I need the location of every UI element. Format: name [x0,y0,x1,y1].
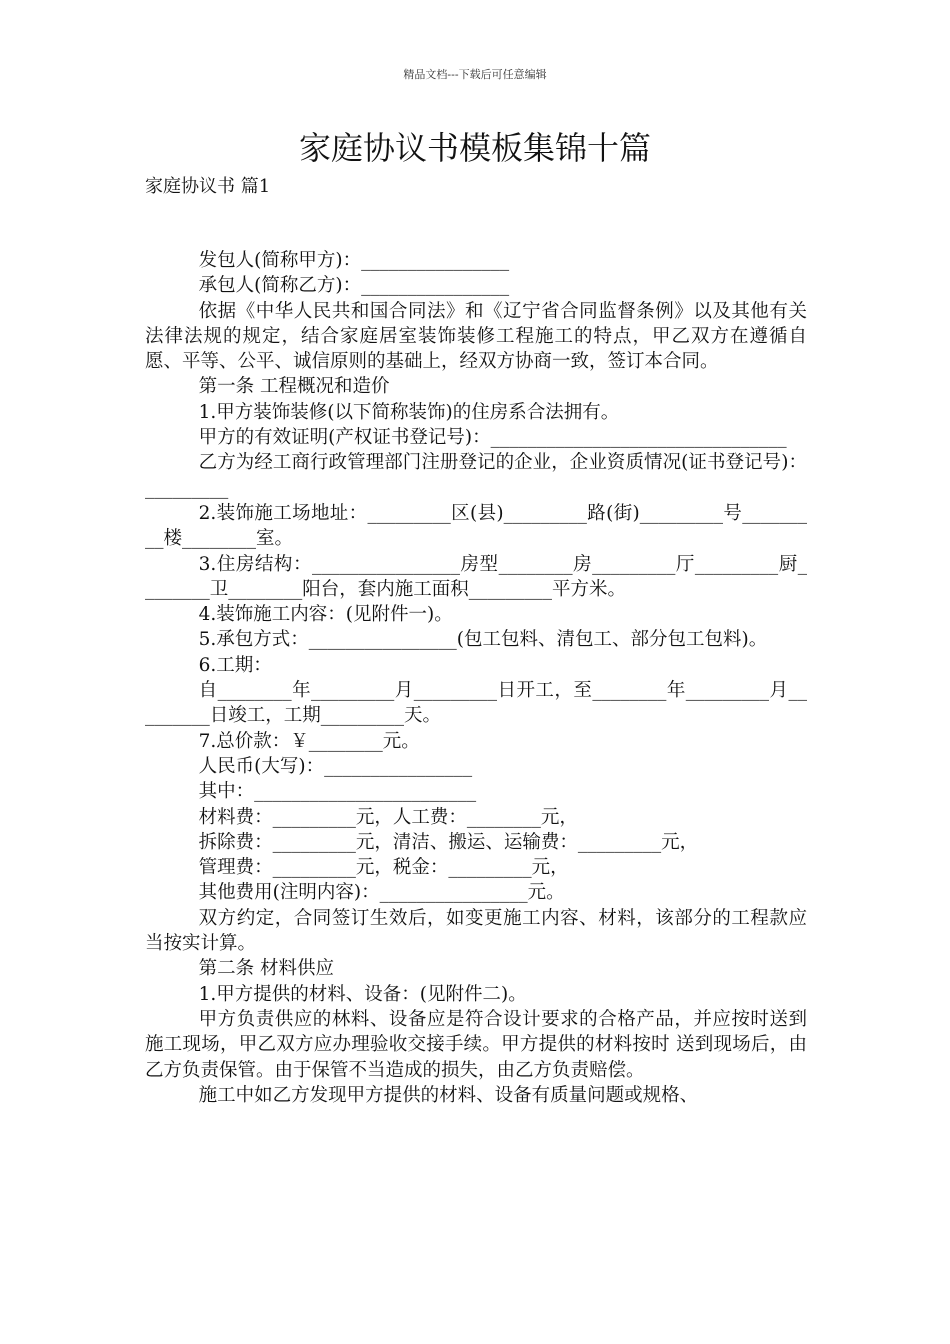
document-title: 家庭协议书模板集锦十篇 [298,129,651,167]
section-subtitle: 家庭协议书 篇1 [145,176,271,197]
paragraph: 其中：________________________ [198,781,477,803]
paragraph: 6.工期： [198,654,272,676]
paragraph: 依据《中华人民共和国合同法》和《辽宁省合同监督条例》以及其他有关法律法规的规定，结合家庭居室装饰装修工程施工的特点，甲乙双方在遵循自愿、平等、公平、诚信原则的基础上，经双方协商一致，签订本合同。 [145,300,807,373]
paragraph: 7.总价款：￥________元。 [198,730,420,752]
paragraph: 其他费用(注明内容)：________________元。 [198,882,565,904]
paragraph: 拆除费：_________元，清洁、搬运、运输费：_________元， [198,831,699,853]
paragraph: 3.住房结构：________________房型________房_________厅_________厨________卫________阳台，套内施工面积_________平方米。 [145,553,807,600]
paragraph: 甲方的有效证明(产权证书登记号)：________________________________ [198,427,787,449]
paragraph: 管理费：_________元，税金：_________元， [198,857,569,879]
paragraph: 1.甲方装饰装修(以下简称装饰)的住房系合法拥有。 [198,401,620,423]
contract-body [145,248,807,1108]
paragraph: 承包人(简称乙方)：________________ [198,275,510,297]
article-heading: 第二条 材料供应 [198,958,335,980]
paragraph: 2.装饰施工场地址：_________区(县)_________路(街)_________号_________楼________室。 [145,502,807,550]
paragraph: 材料费：_________元，人工费：________元， [198,806,578,828]
paragraph: 甲方负责供应的林料、设备应是符合设计要求的合格产品，并应按时送到施工现场，甲乙双方应办理验收交接手续。甲方提供的材料按时 送到现场后，由乙方负责保管。由于保管不当造成的损失，由乙方负责赔偿。 [145,1008,807,1081]
paragraph: 4.装饰施工内容：(见附件一)。 [198,604,453,626]
paragraph: 自________年_________月_________日开工，至________年_________月_________日竣工，工期_________天。 [145,680,807,727]
header-note: 精品文档---下载后可任意编辑 [403,68,547,81]
paragraph: 施工中如乙方发现甲方提供的材料、设备有质量问题或规格、 [198,1084,699,1106]
paragraph: 人民币(大写)：________________ [198,755,473,777]
paragraph: 乙方为经工商行政管理部门注册登记的企业，企业资质情况(证书登记号)：_________ [145,452,807,499]
paragraph: 5.承包方式：________________(包工包料、清包工、部分包工包料)。 [198,629,768,651]
paragraph: 双方约定，合同签订生效后，如变更施工内容、材料，该部分的工程款应当按实计算。 [145,907,807,955]
article-heading: 第一条 工程概况和造价 [198,376,390,398]
paragraph: 1.甲方提供的材料、设备：(见附件二)。 [198,983,527,1005]
paragraph: 发包人(简称甲方)：________________ [198,250,510,271]
